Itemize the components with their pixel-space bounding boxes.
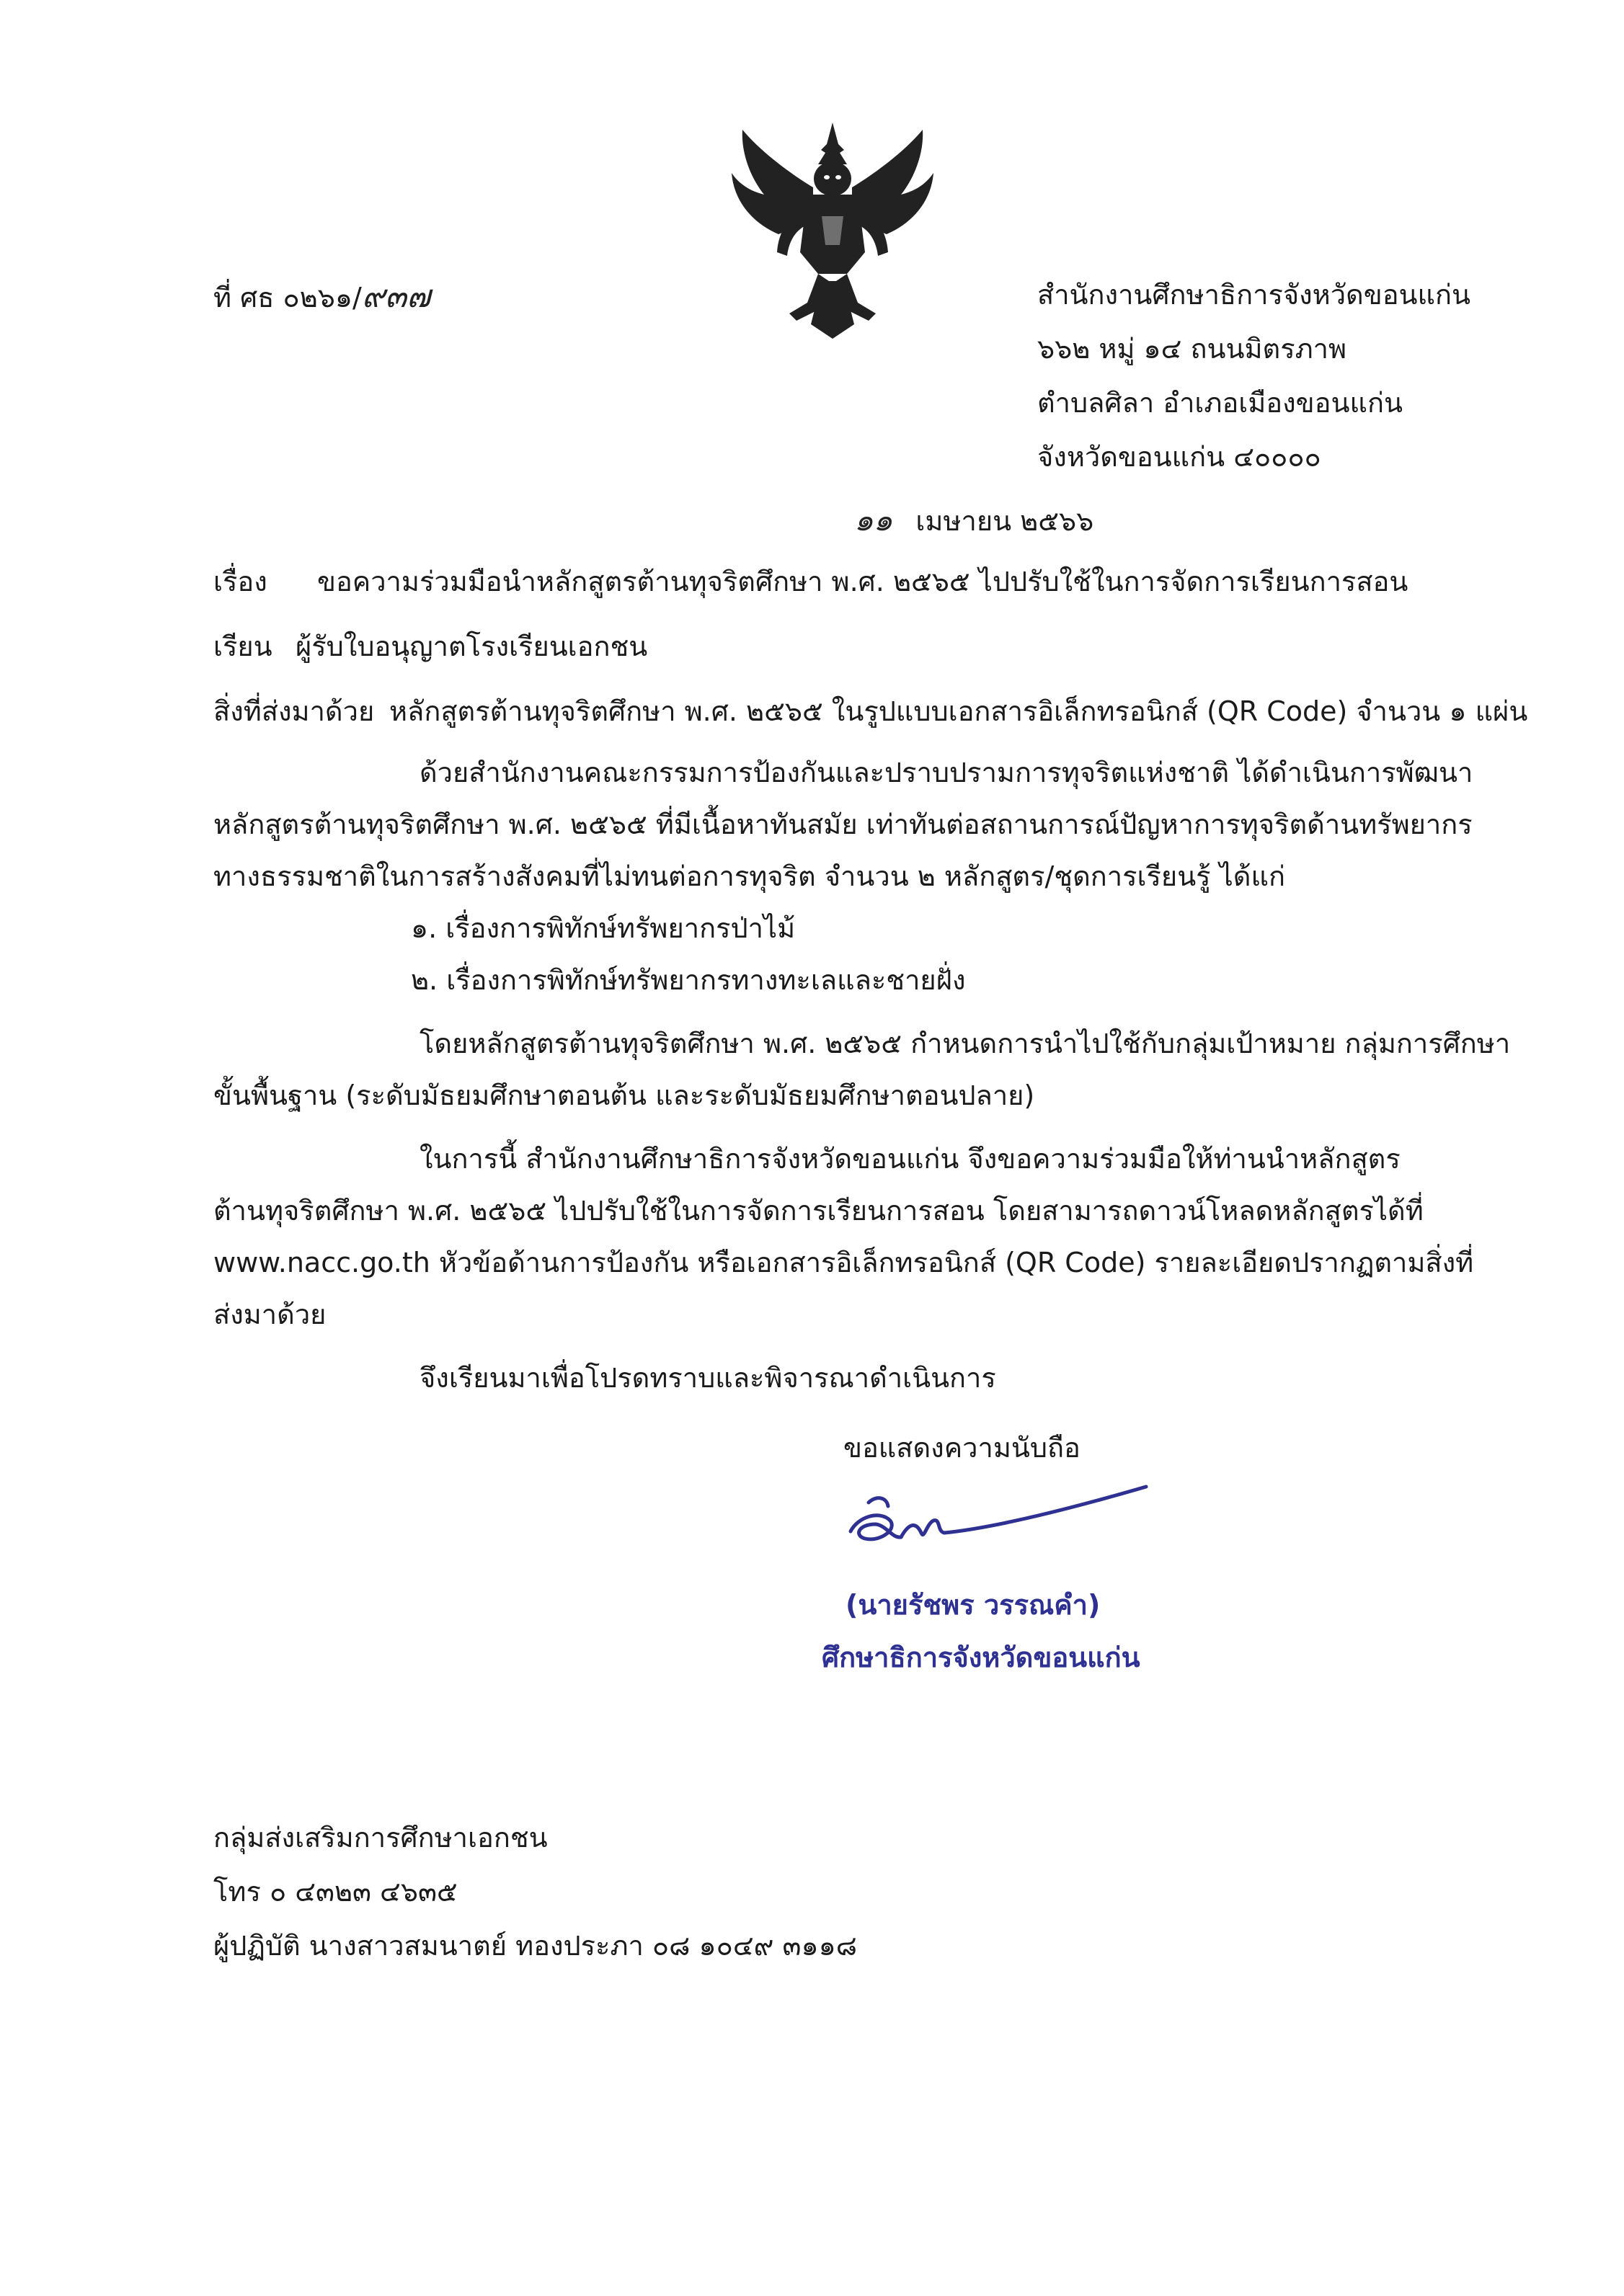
reference-number: [213, 278, 430, 316]
handwritten-day: ๑๑: [854, 502, 893, 538]
footer-line: โทร ๐ ๔๓๒๓ ๔๖๓๕: [213, 1876, 458, 1908]
regards-text: ขอแสดงความนับถือ: [843, 1432, 1081, 1464]
recipient-label: เรียน: [213, 631, 272, 662]
enclosure-label: สิ่งที่ส่งมาด้วย: [213, 695, 375, 727]
signer-position: ศึกษาธิการจังหวัดขอนแก่น: [822, 1642, 1140, 1673]
footer-line: ผู้ปฏิบัติ นางสาวสมนาตย์ ทองประภา ๐๘ ๑๐๔๙ ๓๑๑๘: [213, 1930, 858, 1962]
footer-line: กลุ่มส่งเสริมการศึกษาเอกชน: [213, 1822, 548, 1854]
paragraph-line: ทางธรรมชาติในการสร้างสังคมที่ไม่ทนต่อการทุจริต จำนวน ๒ หลักสูตร/ชุดการเรียนรู้ ได้แก่: [213, 860, 1285, 892]
enclosure-text: หลักสูตรต้านทุจริตศึกษา พ.ศ. ๒๕๖๕ ในรูปแบบเอกสารอิเล็กทรอนิกส์ (QR Code) จำนวน ๑ แผ่น: [389, 695, 1528, 727]
address-line: ๖๖๒ หมู่ ๑๔ ถนนมิตรภาพ: [1037, 333, 1347, 365]
subject-text: ขอความร่วมมือนำหลักสูตรต้านทุจริตศึกษา พ.ศ. ๒๕๖๕ ไปปรับใช้ในการจัดการเรียนการสอน: [317, 566, 1408, 597]
subject-label: เรื่อง: [213, 566, 267, 597]
address-line: สำนักงานศึกษาธิการจังหวัดขอนแก่น: [1037, 279, 1470, 311]
handwritten-reference-no: ๙๓๗: [361, 278, 431, 315]
paragraph-line: www.nacc.go.th หัวข้อด้านการป้องกัน หรือเอกสารอิเล็กทรอนิกส์ (QR Code) รายละเอียดปรากฏตามสิ่งที่: [213, 1247, 1474, 1278]
paragraph-line: โดยหลักสูตรต้านทุจริตศึกษา พ.ศ. ๒๕๖๕ กำหนดการนำไปใช้กับกลุ่มเป้าหมาย กลุ่มการศึกษา: [420, 1028, 1511, 1059]
garuda-emblem-icon: [721, 108, 944, 346]
date-month-year: เมษายน ๒๕๖๖: [915, 505, 1094, 537]
paragraph-line: ในการนี้ สำนักงานศึกษาธิการจังหวัดขอนแก่น จึงขอความร่วมมือให้ท่านนำหลักสูตร: [420, 1143, 1401, 1175]
paragraph-line: ส่งมาด้วย: [213, 1299, 327, 1330]
handwritten-signature-icon: [836, 1481, 1153, 1560]
paragraph-line: ขั้นพื้นฐาน (ระดับมัธยมศึกษาตอนต้น และระดับมัธยมศึกษาตอนปลาย): [213, 1080, 1035, 1111]
paragraph-line: ต้านทุจริตศึกษา พ.ศ. ๒๕๖๕ ไปปรับใช้ในการจัดการเรียนการสอน โดยสามารถดาวน์โหลดหลักสูตรได้ที่: [213, 1195, 1424, 1227]
address-line: จังหวัดขอนแก่น ๔๐๐๐๐: [1037, 441, 1321, 473]
paragraph-line: หลักสูตรต้านทุจริตศึกษา พ.ศ. ๒๕๖๕ ที่มีเนื้อหาทันสมัย เท่าทันต่อสถานการณ์ปัญหาการทุจริตด้านทรัพยากร: [213, 809, 1473, 840]
address-line: ตำบลศิลา อำเภอเมืองขอนแก่น: [1037, 387, 1403, 419]
list-item: ๒. เรื่องการพิทักษ์ทรัพยากรทางทะเลและชายฝั่ง: [411, 964, 966, 996]
list-item: ๑. เรื่องการพิทักษ์ทรัพยากรป่าไม้: [411, 912, 796, 944]
closing-sentence: จึงเรียนมาเพื่อโปรดทราบและพิจารณาดำเนินการ: [420, 1362, 996, 1394]
letter-date: [854, 502, 1093, 538]
reference-prefix: ที่ ศธ ๐๒๖๑/: [213, 282, 362, 313]
paragraph-line: ด้วยสำนักงานคณะกรรมการป้องกันและปราบปรามการทุจริตแห่งชาติ ได้ดำเนินการพัฒนา: [420, 757, 1473, 788]
signer-name: (นายรัชพร วรรณคำ): [846, 1589, 1101, 1621]
recipient-text: ผู้รับใบอนุญาตโรงเรียนเอกชน: [296, 631, 648, 662]
